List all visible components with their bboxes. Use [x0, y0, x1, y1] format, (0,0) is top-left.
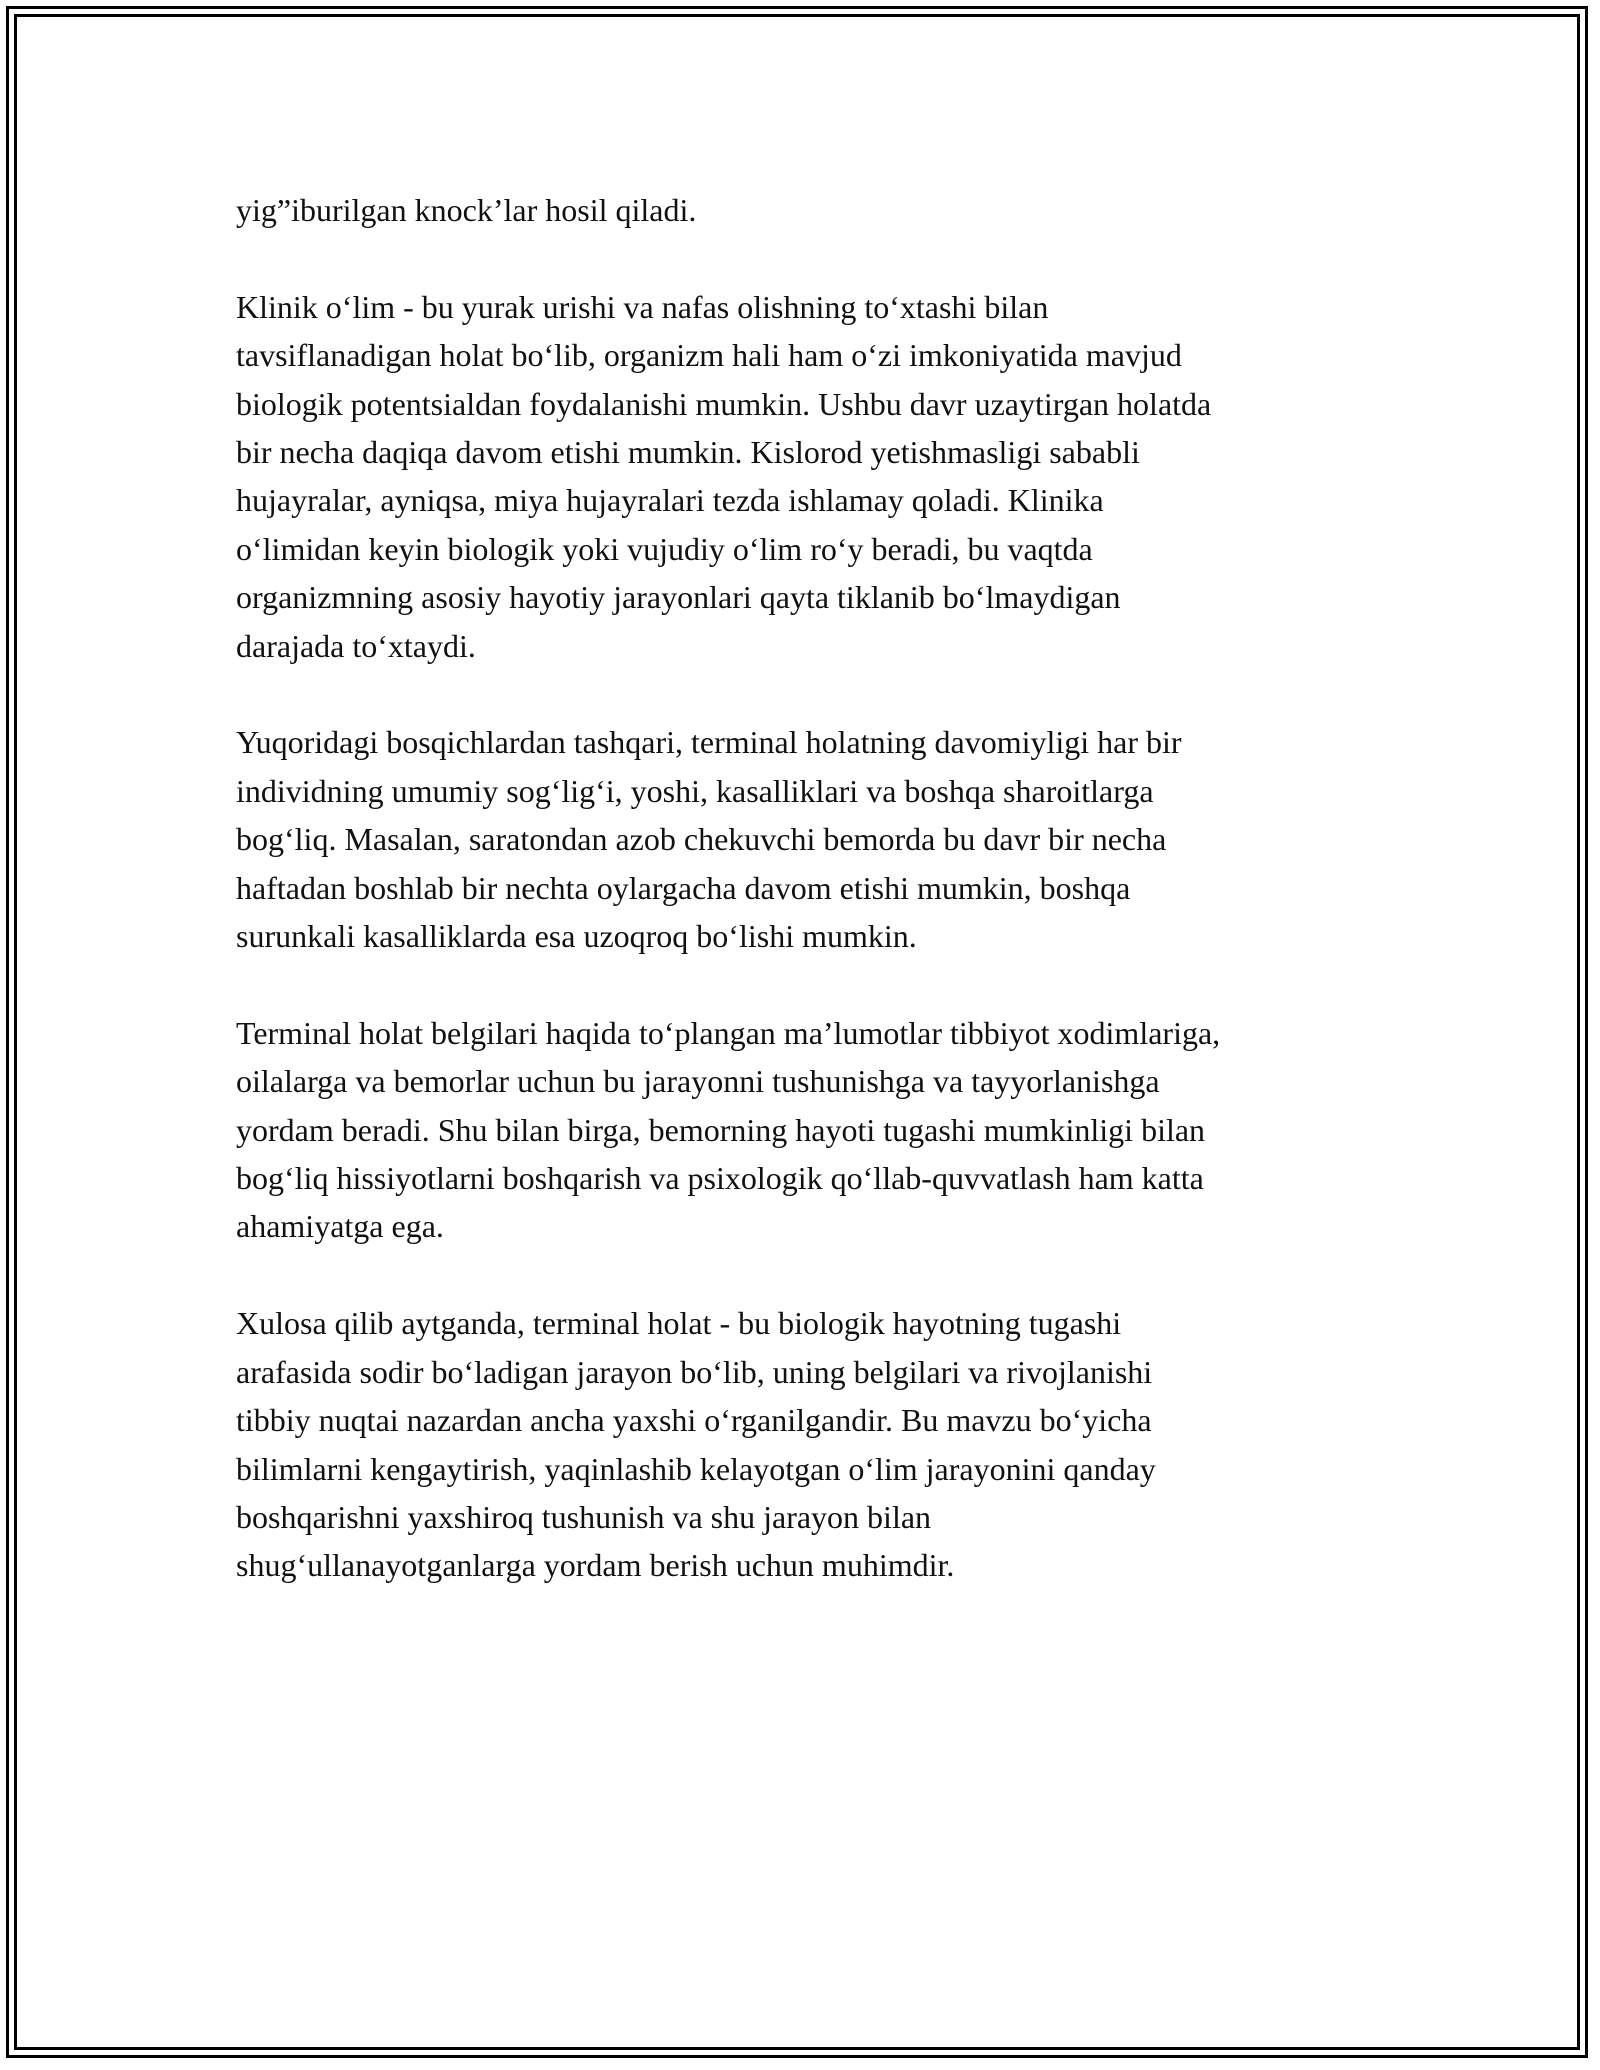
text-line: individning umumiy sog‘lig‘i, yoshi, kasalliklari va boshqa sharoitlarga: [236, 772, 1154, 809]
text-line: boshqarishni yaxshiroq tushunish va shu jarayon bilan: [236, 1498, 932, 1535]
text-line: surunkali kasalliklarda esa uzoqroq bo‘lishi mumkin.: [236, 918, 917, 955]
text-line: o‘limidan keyin biologik yoki vujudiy o‘lim ro‘y beradi, bu vaqtda: [236, 530, 1093, 567]
paragraph-conclusion: [236, 1299, 1396, 1589]
text-line: yordam beradi. Shu bilan birga, bemorning hayoti tugashi mumkinligi bilan: [236, 1111, 1206, 1148]
text-line: yig”iburilgan knock’lar hosil qiladi.: [236, 192, 697, 228]
text-line: arafasida sodir bo‘ladigan jarayon bo‘lib, uning belgilari va rivojlanishi: [236, 1353, 1153, 1390]
paragraph-clinical-death: [236, 283, 1396, 670]
text-line: biologik potentsialdan foydalanishi mumkin. Ushbu davr uzaytirgan holatda: [236, 385, 1212, 422]
paragraph-duration: [236, 718, 1396, 960]
text-line: oilalarga va bemorlar uchun bu jarayonni tushunishga va tayyorlanishga: [236, 1063, 1160, 1100]
text-line: shug‘ullanayotganlarga yordam berish uchun muhimdir.: [236, 1547, 955, 1584]
text-line: Terminal holat belgilari haqida to‘plangan ma’lumotlar tibbiyot xodimlariga,: [236, 1014, 1221, 1051]
text-line: haftadan boshlab bir nechta oylargacha davom etishi mumkin, boshqa: [236, 869, 1131, 906]
text-line: ahamiyatga ega.: [236, 1208, 444, 1245]
paragraph-information: [236, 1009, 1396, 1251]
text-line: Yuqoridagi bosqichlardan tashqari, terminal holatning davomiyligi har bir: [236, 724, 1182, 761]
document-body: [236, 186, 1396, 1638]
text-line: bir necha daqiqa davom etishi mumkin. Kislorod yetishmasligi sababli: [236, 434, 1140, 471]
text-line: bog‘liq. Masalan, saratondan azob chekuvchi bemorda bu davr bir necha: [236, 821, 1167, 858]
text-line: bog‘liq hissiyotlarni boshqarish va psixologik qo‘llab-quvvatlash ham katta: [236, 1160, 1204, 1197]
text-line: organizmning asosiy hayotiy jarayonlari qayta tiklanib bo‘lmaydigan: [236, 579, 1121, 616]
text-line: bilimlarni kengaytirish, yaqinlashib kelayotgan o‘lim jarayonini qanday: [236, 1450, 1156, 1487]
text-line: Klinik o‘lim - bu yurak urishi va nafas olishning to‘xtashi bilan: [236, 288, 1049, 325]
paragraph-continuation: [236, 186, 1396, 234]
text-line: Xulosa qilib aytganda, terminal holat - bu biologik hayotning tugashi: [236, 1305, 1122, 1342]
text-line: tibbiy nuqtai nazardan ancha yaxshi o‘rganilgandir. Bu mavzu bo‘yicha: [236, 1402, 1152, 1439]
text-line: hujayralar, ayniqsa, miya hujayralari tezda ishlamay qoladi. Klinika: [236, 482, 1104, 519]
text-line: darajada to‘xtaydi.: [236, 627, 476, 664]
text-line: tavsiflanadigan holat bo‘lib, organizm hali ham o‘zi imkoniyatida mavjud: [236, 337, 1182, 374]
